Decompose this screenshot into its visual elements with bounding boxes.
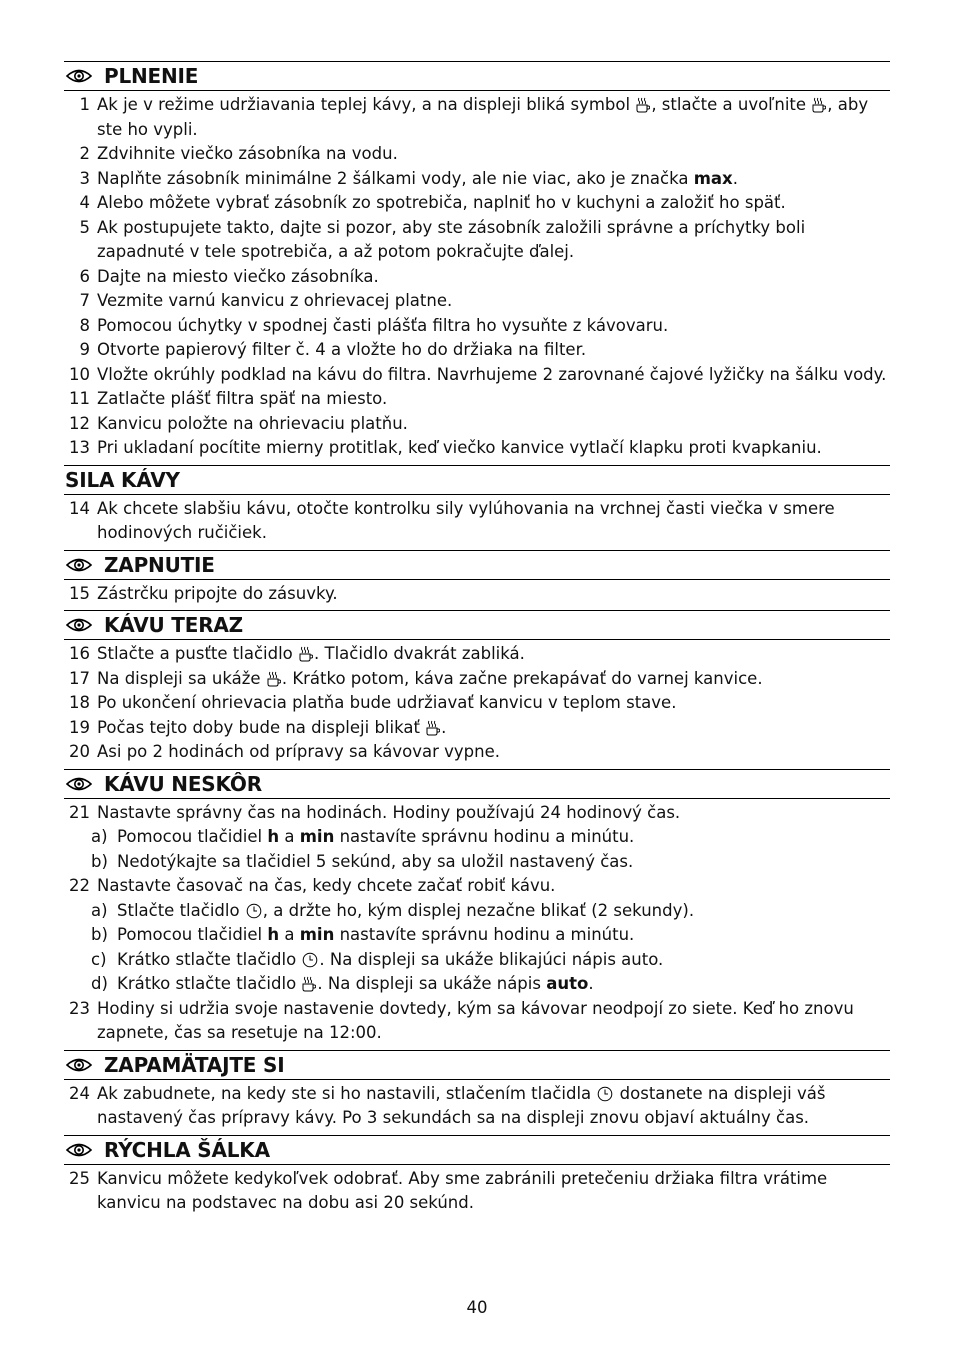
section-title: PLNENIE <box>104 64 199 88</box>
item-text: Zdvihnite viečko zásobníka na vodu. <box>97 144 398 163</box>
clock-icon <box>302 951 318 967</box>
list-item <box>64 265 890 290</box>
sub-item-text: Krátko stlačte tlačidlo . Na displeji sa ukáže blikajúci nápis auto. <box>117 949 664 969</box>
instruction-list <box>64 1165 890 1216</box>
item-text: Ak postupujete takto, dajte si pozor, aby ste zásobník založili správne a príchytky boli zapadnuté v tele spotrebiča, a až potom pokračujte ďalej. <box>97 217 806 261</box>
list-item <box>64 142 890 167</box>
item-text: Naplňte zásobník minimálne 2 šálkami vody, ale nie viac, ako je značka max. <box>97 168 738 188</box>
item-text: Zástrčku pripojte do zásuvky. <box>97 583 338 603</box>
section-header <box>64 769 890 799</box>
section-header <box>64 610 890 640</box>
sub-item <box>64 825 890 850</box>
item-number: 5 <box>79 217 90 237</box>
bold-term: min <box>299 925 335 944</box>
list-item <box>64 1082 890 1131</box>
sub-item-text: Nedotýkajte sa tlačidiel 5 sekúnd, aby sa uložil nastavený čas. <box>117 851 634 871</box>
instruction-list <box>64 91 890 461</box>
list-item <box>64 363 890 388</box>
item-text: Na displeji sa ukáže . Krátko potom, káva začne prekapávať do varnej kanvice. <box>97 668 763 688</box>
item-text: Vložte okrúhly podklad na kávu do filtra. Navrhujeme 2 zarovnané čajové lyžičky na šálku vody. <box>97 364 887 384</box>
item-text: Alebo môžete vybrať zásobník zo spotrebiča, naplniť ho v kuchyni a založiť ho späť. <box>97 193 786 212</box>
item-number: 17 <box>69 668 90 688</box>
section-title: KÁVU TERAZ <box>104 613 243 637</box>
item-number: 24 <box>69 1083 90 1103</box>
section-header <box>64 1050 890 1080</box>
sub-item <box>64 850 890 875</box>
sub-item-text: Stlačte tlačidlo , a držte ho, kým displej nezačne blikať (2 sekundy). <box>117 900 695 920</box>
list-item <box>64 642 890 667</box>
item-number: 6 <box>79 266 90 286</box>
item-number: 4 <box>79 193 90 212</box>
section-title: ZAPAMÄTAJTE SI <box>104 1052 285 1077</box>
brew-icon <box>299 645 313 661</box>
sub-item-text: Krátko stlačte tlačidlo . Na displeji sa ukáže nápis auto. <box>117 974 594 993</box>
item-number: 11 <box>69 389 90 408</box>
section-title: KÁVU NESKÔR <box>104 771 262 796</box>
brew-icon <box>267 670 281 686</box>
item-text: Zatlačte plášť filtra späť na miesto. <box>97 389 388 408</box>
item-number: 1 <box>79 95 90 114</box>
sub-item-letter: a) <box>91 900 108 920</box>
sub-item-letter: a) <box>91 827 108 846</box>
sub-item-letter: b) <box>91 925 108 944</box>
bold-term: h <box>267 925 280 944</box>
list-item <box>64 497 890 546</box>
item-text: Ak je v režime udržiavania teplej kávy, a na displeji bliká symbol , stlačte a uvoľnite , aby ste ho vypli. <box>97 95 869 139</box>
item-number: 20 <box>69 742 90 761</box>
eye-icon <box>66 1057 92 1073</box>
list-item <box>64 667 890 692</box>
eye-icon <box>66 1142 92 1158</box>
eye-icon <box>66 617 92 633</box>
item-text: Počas tejto doby bude na displeji blikať . <box>97 717 447 737</box>
item-number: 14 <box>69 498 90 518</box>
section-header <box>64 1135 890 1165</box>
item-number: 23 <box>69 998 90 1018</box>
eye-icon <box>66 776 92 792</box>
item-text: Kanvicu položte na ohrievaciu platňu. <box>97 413 408 433</box>
item-text: Kanvicu môžete kedykoľvek odobrať. Aby sme zabránili pretečeniu držiaka filtra vrátime kanvicu na podstavec na dobu asi 20 sekúnd. <box>97 1168 828 1212</box>
item-number: 7 <box>79 291 90 310</box>
item-text: Nastavte správny čas na hodinách. Hodiny používajú 24 hodinový čas. <box>97 802 681 822</box>
list-item <box>64 691 890 716</box>
section-header <box>64 61 890 91</box>
section-header <box>64 550 890 580</box>
list-item <box>64 191 890 216</box>
instruction-list <box>64 495 890 546</box>
instruction-list <box>64 640 890 765</box>
bold-term: auto <box>546 974 589 993</box>
clock-icon <box>246 902 262 918</box>
sub-item-text: Pomocou tlačidiel h a min nastavíte správnu hodinu a minútu. <box>117 925 635 944</box>
list-item <box>64 997 890 1046</box>
list-item <box>64 338 890 363</box>
item-number: 13 <box>69 438 90 457</box>
item-number: 16 <box>69 644 90 663</box>
section-title: ZAPNUTIE <box>104 552 215 577</box>
section-title: RÝCHLA ŠÁLKA <box>104 1137 270 1162</box>
sub-item <box>64 972 890 997</box>
sub-item-letter: d) <box>91 974 108 993</box>
item-number: 8 <box>79 315 90 335</box>
list-item <box>64 716 890 741</box>
item-number: 9 <box>79 340 90 359</box>
sub-item-letter: b) <box>91 851 108 871</box>
instruction-list <box>64 799 890 1046</box>
list-item <box>64 801 890 826</box>
item-number: 12 <box>69 413 90 433</box>
brew-icon <box>426 719 440 735</box>
eye-icon <box>66 68 92 84</box>
item-text: Nastavte časovač na čas, kedy chcete začať robiť kávu. <box>97 876 556 895</box>
list-item <box>64 436 890 461</box>
sub-item <box>64 948 890 973</box>
item-number: 19 <box>69 717 90 737</box>
item-text: Dajte na miesto viečko zásobníka. <box>97 266 379 286</box>
instruction-list <box>64 1080 890 1131</box>
item-text: Pomocou úchytky v spodnej časti plášťa filtra ho vysuňte z kávovaru. <box>97 315 669 335</box>
sub-item <box>64 899 890 924</box>
brew-icon <box>812 96 826 112</box>
item-number: 18 <box>69 693 90 712</box>
item-text: Ak chcete slabšiu kávu, otočte kontrolku sily vylúhovania na vrchnej časti viečka v smere hodinových ručičiek. <box>97 498 835 542</box>
item-number: 15 <box>69 583 90 603</box>
item-number: 10 <box>69 364 90 384</box>
section-header <box>64 465 890 495</box>
item-number: 2 <box>79 144 90 163</box>
brew-icon <box>302 975 316 991</box>
brew-icon <box>636 96 650 112</box>
bold-term: max <box>693 168 733 188</box>
list-item <box>64 167 890 192</box>
sub-item <box>64 923 890 948</box>
item-text: Stlačte a pusťte tlačidlo . Tlačidlo dvakrát zabliká. <box>97 644 525 663</box>
item-number: 21 <box>69 802 90 822</box>
eye-icon <box>66 557 92 573</box>
clock-icon <box>597 1085 613 1101</box>
section-title: SILA KÁVY <box>65 467 180 492</box>
list-item <box>64 1167 890 1216</box>
item-number: 25 <box>69 1168 90 1188</box>
list-item <box>64 289 890 314</box>
list-item <box>64 93 890 142</box>
list-item <box>64 412 890 437</box>
list-item <box>64 216 890 265</box>
item-text: Ak zabudnete, na kedy ste si ho nastavili, stlačením tlačidla dostanete na displeji váš nastavený čas prípravy kávy. Po 3 sekundách sa na displeji znovu objaví aktuálny čas. <box>97 1083 826 1127</box>
instruction-list <box>64 580 890 607</box>
item-text: Asi po 2 hodinách od prípravy sa kávovar vypne. <box>97 742 500 761</box>
bold-term: min <box>299 827 335 846</box>
item-number: 3 <box>79 168 90 188</box>
item-number: 22 <box>69 876 90 895</box>
list-item <box>64 387 890 412</box>
item-text: Otvorte papierový filter č. 4 a vložte ho do držiaka na filter. <box>97 340 587 359</box>
item-text: Pri ukladaní pocítite mierny protitlak, keď viečko kanvice vytlačí klapku proti kvapkaniu. <box>97 438 822 457</box>
item-text: Vezmite varnú kanvicu z ohrievacej platne. <box>97 291 453 310</box>
sub-item-text: Pomocou tlačidiel h a min nastavíte správnu hodinu a minútu. <box>117 827 635 846</box>
document-body <box>64 61 890 1216</box>
sub-item-letter: c) <box>91 949 107 969</box>
item-text: Po ukončení ohrievacia platňa bude udržiavať kanvicu v teplom stave. <box>97 693 677 712</box>
list-item <box>64 740 890 765</box>
list-item <box>64 582 890 607</box>
list-item <box>64 874 890 899</box>
bold-term: h <box>267 827 280 846</box>
page-number: 40 <box>466 1298 488 1317</box>
list-item <box>64 314 890 339</box>
item-text: Hodiny si udržia svoje nastavenie dovtedy, kým sa kávovar neodpojí zo siete. Keď ho znovu zapnete, čas sa resetuje na 12:00. <box>97 998 854 1042</box>
